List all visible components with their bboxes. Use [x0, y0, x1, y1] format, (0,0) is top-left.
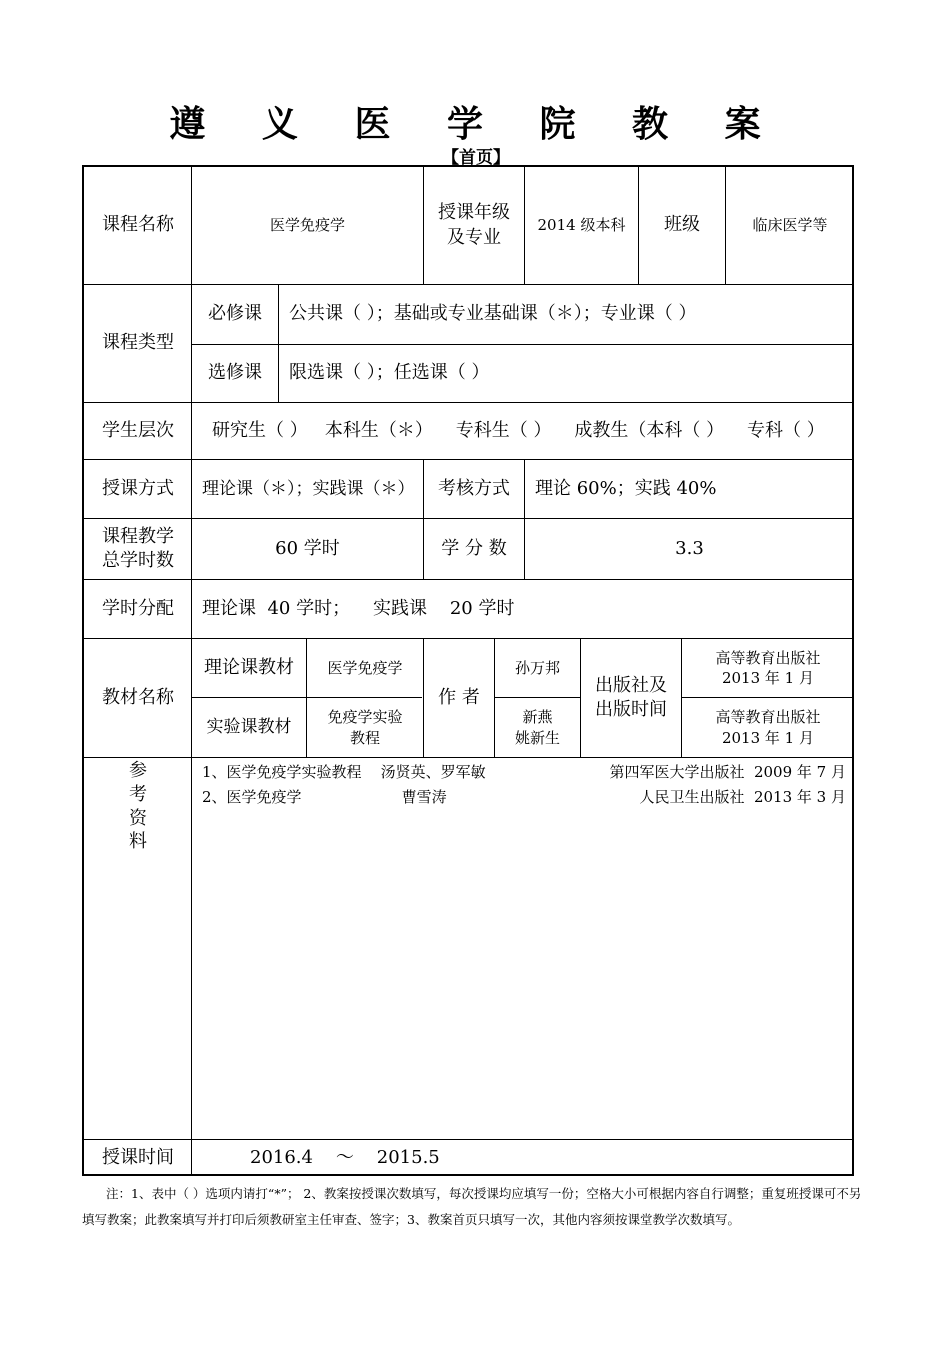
credit-label: 学 分 数: [441, 537, 507, 559]
lesson-plan-table: [82, 165, 854, 1176]
teaching-time-value: 2016.4 ～ 2015.5: [250, 1146, 440, 1168]
credit-value: 3.3: [675, 537, 704, 559]
lab-textbook-label: 实验课教材: [206, 717, 292, 738]
student-level-label: 学生层次: [102, 419, 174, 441]
course-type-label: 课程类型: [102, 332, 174, 354]
exam-method-value: 理论 60%；实践 40%: [535, 477, 717, 499]
student-level-value: 研究生（ ） 本科生（＊） 专科生（ ） 成教生（本科（ ） 专科（ ）: [212, 419, 825, 441]
hours-split-label: 学时分配: [102, 597, 174, 619]
page-title: 遵 义 医 学 院 教 案: [169, 103, 783, 145]
grade-major-label: 授课年级 及专业: [438, 202, 510, 248]
reference-1-right: 第四军医大学出版社 2009 年 7 月: [609, 763, 846, 781]
reference-1-left: 1、医学免疫学实验教程 汤贤英、罗军敏: [202, 763, 486, 781]
row-divider: [84, 757, 854, 758]
theory-textbook-value: 医学免疫学: [327, 658, 403, 677]
required-label: 必修课: [208, 303, 262, 325]
total-hours-value: 60 学时: [275, 537, 340, 559]
hours-split-value: 理论课 40 学时； 实践课 20 学时: [202, 597, 515, 619]
lab-textbook-value: 免疫学实验 教程: [327, 708, 403, 747]
class-label: 班级: [664, 214, 700, 236]
elective-label: 选修课: [208, 362, 262, 384]
footnote: 注：1、表中（ ）选项内请打“*”； 2、教案按授课次数填写，每次授课均应填写一份；空格大小可根据内容自行调整；重复班授课可不另填写教案；此教案填写并打印后须教研室主任审查、签字；3、教案首页只填写一次，其他内容须按课堂教学次数填写。: [82, 1186, 862, 1227]
teaching-method-label: 授课方式: [102, 477, 174, 499]
references-label: 参 考 资 料: [129, 760, 147, 853]
page-subtitle: 【首页】: [442, 148, 510, 168]
total-hours-label: 课程教学 总学时数: [102, 525, 174, 571]
theory-publisher-value: 高等教育出版社 2013 年 1 月: [715, 648, 821, 687]
teaching-time-label: 授课时间: [102, 1146, 174, 1168]
theory-author-value: 孙万邦: [514, 658, 560, 677]
author-label: 作 者: [438, 686, 480, 708]
course-name-label: 课程名称: [102, 214, 174, 236]
theory-textbook-label: 理论课教材: [204, 656, 294, 678]
lab-publisher-value: 高等教育出版社 2013 年 1 月: [715, 708, 821, 747]
grade-major-value: 2014 级本科: [537, 216, 626, 235]
course-name-value: 医学免疫学: [269, 216, 345, 235]
reference-2-right: 人民卫生出版社 2013 年 3 月: [639, 788, 846, 806]
textbook-label: 教材名称: [102, 686, 174, 708]
class-value: 临床医学等: [752, 216, 828, 235]
teaching-method-value: 理论课（＊）；实践课（＊）: [202, 478, 415, 499]
reference-2-left: 2、医学免疫学 曹雪涛: [202, 788, 447, 806]
lab-author-value: 新燕 姚新生: [514, 708, 560, 747]
exam-method-label: 考核方式: [438, 477, 510, 499]
publisher-label: 出版社及 出版时间: [595, 674, 667, 720]
required-value: 公共课（ ）；基础或专业基础课（＊）；专业课（ ）: [289, 303, 697, 325]
elective-value: 限选课（ ）；任选课（ ）: [289, 362, 490, 384]
